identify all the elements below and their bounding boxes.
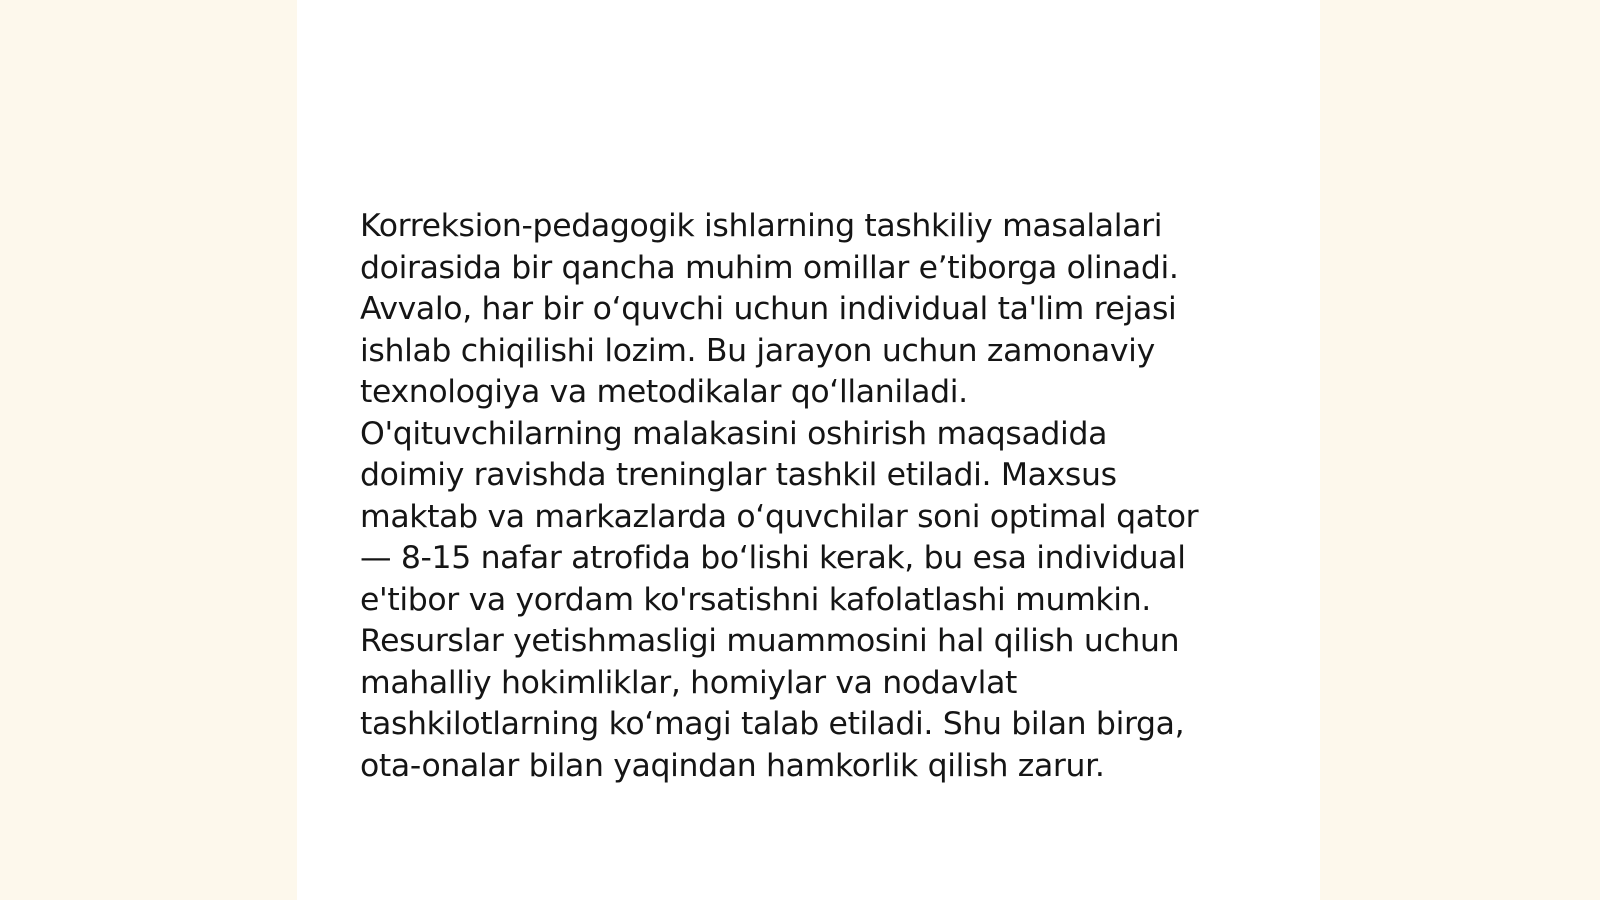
text-line: ota-onalar bilan yaqindan hamkorlik qilish zarur. [360, 747, 1105, 784]
text-line: Resurslar yetishmasligi muammosini hal qilish uchun [360, 623, 1180, 659]
body-paragraph [360, 206, 1260, 787]
text-line: — 8-15 nafar atrofida bo‘lishi kerak, bu esa individual [360, 540, 1186, 576]
text-line: tashkilotlarning ko‘magi talab etiladi. Shu bilan birga, [360, 706, 1185, 742]
text-line: ishlab chiqilishi lozim. Bu jarayon uchun zamonaviy [360, 332, 1155, 369]
text-line: texnologiya va metodikalar qo‘llaniladi. [360, 374, 968, 410]
text-line: doirasida bir qancha muhim omillar e’tiborga olinadi. [360, 249, 1179, 286]
text-line: e'tibor va yordam ko'rsatishni kafolatlashi mumkin. [360, 581, 1151, 618]
text-line: Avvalo, har bir o‘quvchi uchun individual ta'lim rejasi [360, 291, 1177, 327]
text-line: doimiy ravishda treninglar tashkil etiladi. Maxsus [360, 457, 1117, 493]
slide-page [297, 0, 1320, 900]
text-line: O'qituvchilarning malakasini oshirish maqsadida [360, 415, 1108, 452]
text-line: mahalliy hokimliklar, homiylar va nodavlat [360, 664, 1018, 701]
text-line: maktab va markazlarda o‘quvchilar soni optimal qator [360, 498, 1199, 535]
text-line: Korreksion-pedagogik ishlarning tashkiliy masalalari [360, 208, 1163, 244]
